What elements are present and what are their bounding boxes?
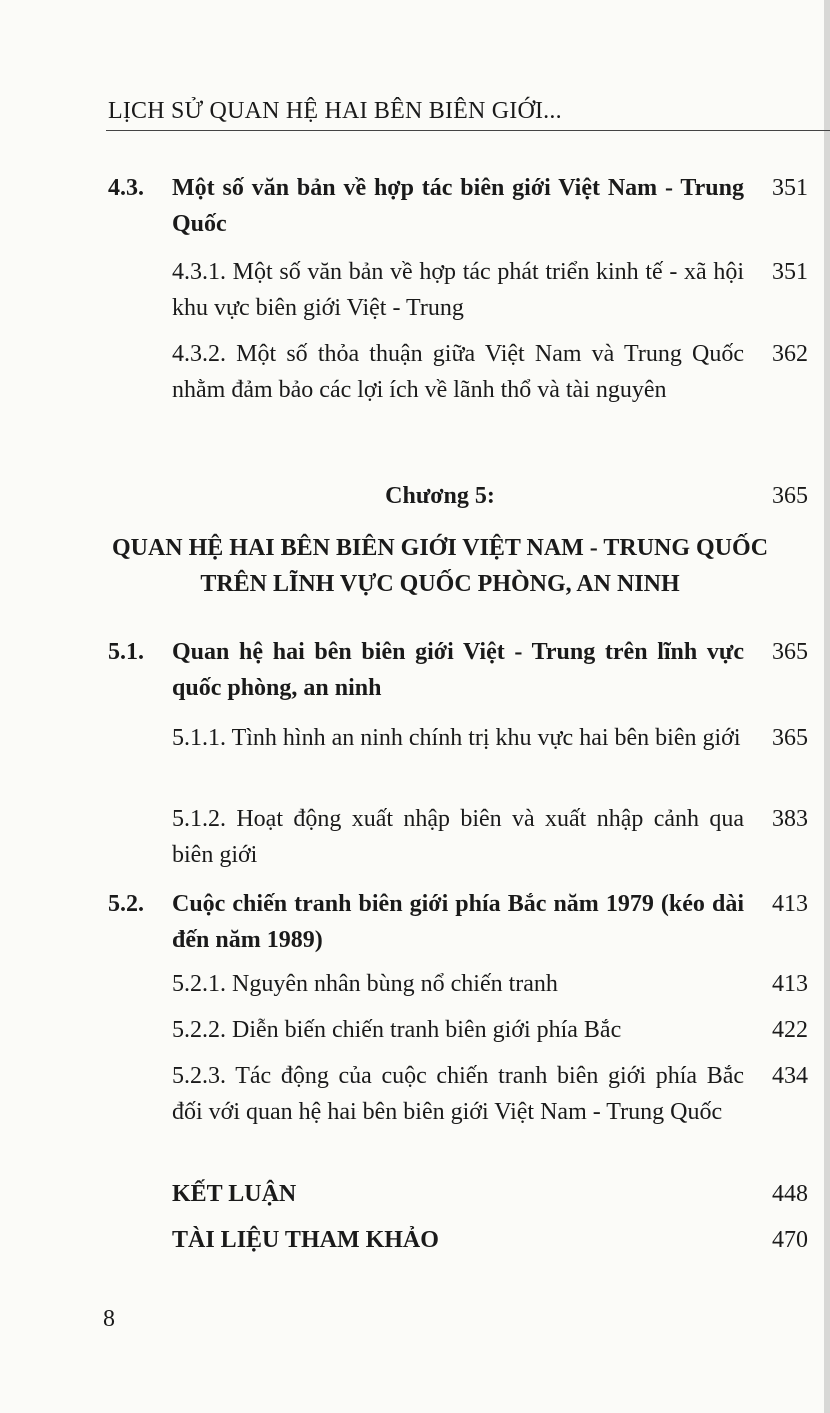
section-title: Quan hệ hai bên biên giới Việt - Trung trên lĩnh vực quốc phòng, an ninh bbox=[172, 639, 744, 701]
page-ref: 470 bbox=[772, 1227, 808, 1253]
page-ref: 383 bbox=[772, 806, 808, 832]
toc-entry-5-1-1[interactable] bbox=[108, 720, 808, 792]
subsection-title: 5.2.2. Diễn biến chiến tranh biên giới phía Bắc bbox=[172, 1017, 622, 1043]
page-edge bbox=[824, 0, 830, 1413]
page-ref: 365 bbox=[772, 639, 808, 665]
page-ref: 448 bbox=[772, 1181, 808, 1207]
references-title: TÀI LIỆU THAM KHẢO bbox=[172, 1227, 439, 1253]
page-number: 8 bbox=[103, 1306, 115, 1332]
section-number: 5.2. bbox=[108, 891, 144, 917]
toc-entry-conclusion[interactable] bbox=[108, 1176, 808, 1212]
toc-entry-4-3-2[interactable] bbox=[108, 336, 808, 408]
header-rule bbox=[106, 130, 830, 131]
chapter-title-line-2: TRÊN LĨNH VỰC QUỐC PHÒNG, AN NINH bbox=[200, 571, 680, 597]
toc-entry-4-3[interactable] bbox=[108, 170, 808, 242]
page-ref: 413 bbox=[772, 891, 808, 917]
toc-entry-4-3-1[interactable] bbox=[108, 254, 808, 326]
page-ref: 351 bbox=[772, 175, 808, 201]
section-number: 4.3. bbox=[108, 175, 144, 201]
subsection-title: 5.2.1. Nguyên nhân bùng nổ chiến tranh bbox=[172, 971, 558, 997]
subsection-title: 5.2.3. Tác động của cuộc chiến tranh biên giới phía Bắc đối với quan hệ hai bên biên giới Việt Nam - Trung Quốc bbox=[172, 1063, 744, 1125]
toc-entry-5-2-3[interactable] bbox=[108, 1058, 808, 1166]
chapter-title-line-1: QUAN HỆ HAI BÊN BIÊN GIỚI VIỆT NAM - TRUNG QUỐC bbox=[111, 535, 769, 561]
toc-entry-5-1[interactable] bbox=[108, 634, 808, 706]
section-title: Một số văn bản về hợp tác biên giới Việt Nam - Trung Quốc bbox=[172, 175, 744, 237]
toc-entry-5-2[interactable] bbox=[108, 886, 808, 958]
toc-entry-5-2-1[interactable] bbox=[108, 966, 808, 1002]
page-ref: 434 bbox=[772, 1063, 808, 1089]
running-header: LỊCH SỬ QUAN HỆ HAI BÊN BIÊN GIỚI... bbox=[108, 98, 562, 124]
toc-chapter-5[interactable] bbox=[108, 478, 808, 514]
page-ref: 422 bbox=[772, 1017, 808, 1043]
toc-entry-references[interactable] bbox=[108, 1222, 808, 1258]
page-ref: 365 bbox=[772, 725, 808, 751]
toc-entry-5-1-2[interactable] bbox=[108, 801, 808, 873]
subsection-title: 5.1.2. Hoạt động xuất nhập biên và xuất nhập cảnh qua biên giới bbox=[172, 806, 744, 868]
page-ref: 351 bbox=[772, 259, 808, 285]
section-title: Cuộc chiến tranh biên giới phía Bắc năm 1979 (kéo dài đến năm 1989) bbox=[172, 891, 744, 953]
subsection-title: 4.3.1. Một số văn bản về hợp tác phát triển kinh tế - xã hội khu vực biên giới Việt - Trung bbox=[172, 259, 744, 321]
page-ref: 362 bbox=[772, 341, 808, 367]
subsection-title: 4.3.2. Một số thỏa thuận giữa Việt Nam và Trung Quốc nhằm đảm bảo các lợi ích về lãnh thổ và tài nguyên bbox=[172, 341, 744, 403]
page-ref: 365 bbox=[772, 483, 808, 509]
toc-entry-5-2-2[interactable] bbox=[108, 1012, 808, 1048]
page-ref: 413 bbox=[772, 971, 808, 997]
section-number: 5.1. bbox=[108, 639, 144, 665]
chapter-label: Chương 5: bbox=[385, 483, 495, 509]
subsection-title: 5.1.1. Tình hình an ninh chính trị khu vực hai bên biên giới bbox=[172, 725, 741, 751]
conclusion-title: KẾT LUẬN bbox=[172, 1181, 297, 1207]
